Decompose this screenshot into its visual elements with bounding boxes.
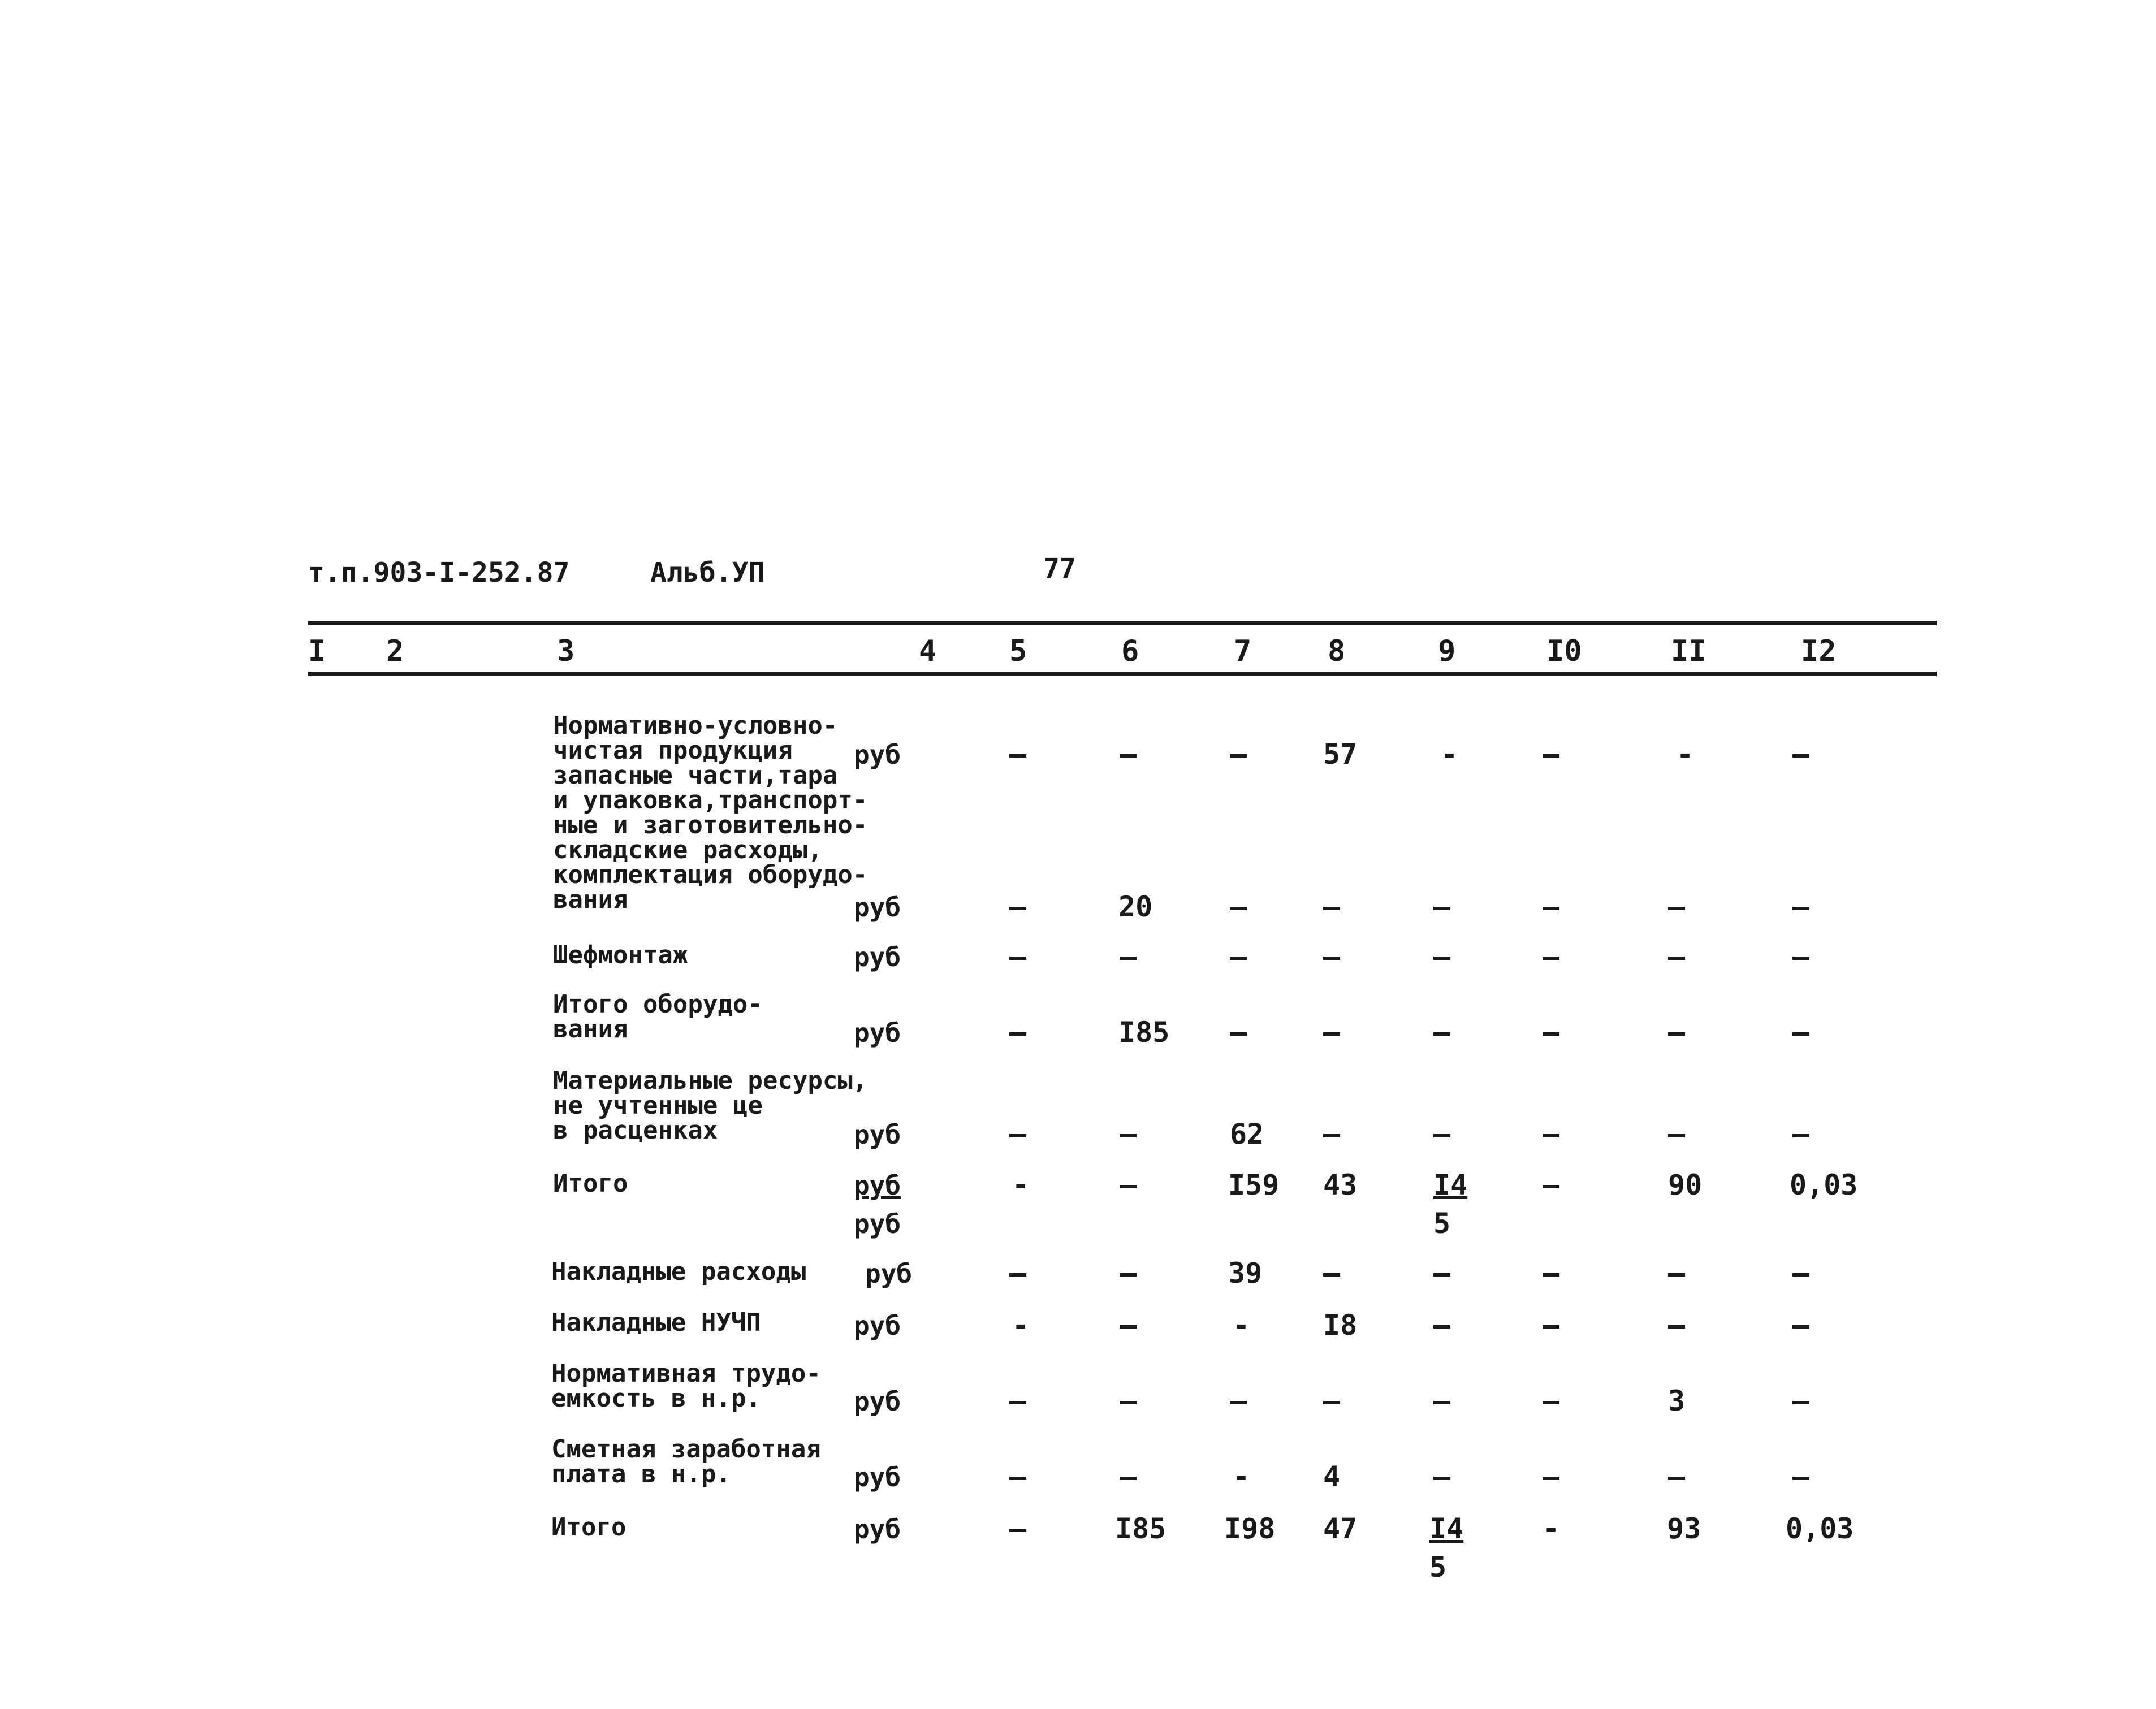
row-description: Нормативная трудо- емкость в н.р. bbox=[551, 1359, 821, 1413]
header-rule-bottom bbox=[308, 672, 1937, 676]
row-unit: руб bbox=[854, 1310, 901, 1341]
cell: 5 bbox=[1433, 1207, 1451, 1240]
cell: 3 bbox=[1668, 1384, 1686, 1417]
cell: - bbox=[1543, 1512, 1560, 1545]
cell: – bbox=[1323, 890, 1341, 923]
row-unit: руб bbox=[854, 1514, 901, 1544]
cell: – bbox=[1120, 1257, 1137, 1290]
row-unit: руб bbox=[854, 1170, 901, 1201]
cell: – bbox=[1543, 940, 1560, 973]
cell: – bbox=[1543, 1384, 1560, 1417]
cell: – bbox=[1792, 1384, 1810, 1417]
cell: 43 bbox=[1323, 1169, 1358, 1201]
column-number: I0 bbox=[1546, 634, 1582, 668]
cell: – bbox=[1120, 1384, 1137, 1417]
cell: – bbox=[1009, 738, 1027, 771]
row-unit: руб bbox=[854, 1119, 901, 1150]
cell: – bbox=[1543, 738, 1560, 771]
cell: – bbox=[1543, 1460, 1560, 1493]
cell: – bbox=[1230, 1016, 1247, 1049]
cell: 4 bbox=[1323, 1460, 1341, 1493]
cell: – bbox=[1433, 1257, 1451, 1290]
cell: – bbox=[1668, 940, 1686, 973]
cell: – bbox=[1433, 1384, 1451, 1417]
column-number: 2 bbox=[386, 634, 404, 668]
cell: I98 bbox=[1224, 1512, 1276, 1545]
cell: – bbox=[1433, 890, 1451, 923]
cell: 93 bbox=[1667, 1512, 1701, 1545]
cell: – bbox=[1792, 1460, 1810, 1493]
cell: I8 bbox=[1323, 1309, 1358, 1342]
row-description: Накладные НУЧП bbox=[551, 1308, 761, 1337]
cell: – bbox=[1323, 1016, 1341, 1049]
cell: 20 bbox=[1118, 890, 1153, 923]
cell: – bbox=[1543, 1118, 1560, 1150]
cell: - bbox=[1233, 1460, 1250, 1493]
cell: – bbox=[1543, 1016, 1560, 1049]
row-unit: руб bbox=[865, 1258, 913, 1289]
row-unit: руб bbox=[854, 942, 901, 972]
cell: – bbox=[1668, 1460, 1686, 1493]
cell: – bbox=[1543, 1169, 1560, 1201]
cell: – bbox=[1792, 1309, 1810, 1342]
cell: – bbox=[1792, 940, 1810, 973]
cell: – bbox=[1009, 1118, 1027, 1150]
cell: - bbox=[1677, 738, 1694, 771]
cell: – bbox=[1433, 940, 1451, 973]
cell: – bbox=[1009, 940, 1027, 973]
cell: - bbox=[1441, 738, 1458, 771]
row-description: Итого bbox=[553, 1169, 628, 1198]
cell: – bbox=[1543, 1309, 1560, 1342]
cell: - bbox=[1012, 1169, 1030, 1201]
cell: – bbox=[1120, 1169, 1137, 1201]
cell: 90 bbox=[1668, 1169, 1703, 1201]
row-description: Итого оборудо- вания bbox=[553, 990, 763, 1044]
cell: – bbox=[1792, 1016, 1810, 1049]
cell: – bbox=[1009, 1257, 1027, 1290]
cell: 62 bbox=[1230, 1118, 1264, 1150]
row-description: Сметная заработная плата в н.р. bbox=[551, 1435, 821, 1489]
cell: – bbox=[1668, 1257, 1686, 1290]
cell: – bbox=[1668, 1118, 1686, 1150]
cell: 39 bbox=[1228, 1257, 1263, 1290]
cell: – bbox=[1543, 1257, 1560, 1290]
row-unit: руб bbox=[854, 892, 901, 923]
cell: - bbox=[1012, 1309, 1030, 1342]
cell: I4 bbox=[1433, 1169, 1468, 1201]
cell: - bbox=[1233, 1309, 1250, 1342]
cell: – bbox=[1120, 1309, 1137, 1342]
row-description: Материальные ресурсы, не учтенные це в расценках bbox=[553, 1066, 868, 1145]
cell: – bbox=[1230, 1384, 1247, 1417]
cell: – bbox=[1543, 890, 1560, 923]
cell: 0,03 bbox=[1786, 1512, 1854, 1545]
cell: 57 bbox=[1323, 738, 1358, 771]
header-rule-top bbox=[308, 621, 1937, 625]
row-unit: руб bbox=[854, 1018, 901, 1048]
cell: – bbox=[1230, 738, 1247, 771]
cell: – bbox=[1668, 890, 1686, 923]
cell: – bbox=[1009, 1384, 1027, 1417]
cell: – bbox=[1668, 1016, 1686, 1049]
column-number: 3 bbox=[557, 634, 575, 668]
row-unit: руб bbox=[854, 1209, 901, 1239]
cell: I85 bbox=[1118, 1016, 1170, 1049]
column-number: 4 bbox=[919, 634, 937, 668]
cell: – bbox=[1433, 1118, 1451, 1150]
cell: – bbox=[1120, 1460, 1137, 1493]
page-number: 77 bbox=[1043, 553, 1076, 585]
cell: – bbox=[1792, 890, 1810, 923]
row-description: Шефмонтаж bbox=[553, 941, 688, 970]
cell: – bbox=[1009, 1512, 1027, 1545]
cell: I85 bbox=[1115, 1512, 1166, 1545]
column-number: II bbox=[1671, 634, 1706, 668]
document-code: т.п.903-I-252.87 bbox=[308, 557, 570, 589]
cell: – bbox=[1120, 940, 1137, 973]
cell: – bbox=[1792, 738, 1810, 771]
cell: – bbox=[1120, 1118, 1137, 1150]
column-number: 7 bbox=[1234, 634, 1252, 668]
cell: – bbox=[1323, 940, 1341, 973]
row-unit: руб bbox=[854, 1462, 901, 1492]
cell: – bbox=[1230, 890, 1247, 923]
cell: – bbox=[1009, 890, 1027, 923]
cell: – bbox=[1433, 1309, 1451, 1342]
column-number: 9 bbox=[1438, 634, 1456, 668]
cell: – bbox=[1009, 1016, 1027, 1049]
row-description: Нормативно-условно- чистая продукция запасные части,тара и упаковка,транспорт- ные и заготовительно- складские расходы, комплектация оборудо- вания bbox=[553, 711, 868, 914]
cell: – bbox=[1323, 1118, 1341, 1150]
row-unit: руб bbox=[854, 1386, 901, 1417]
cell: 47 bbox=[1323, 1512, 1358, 1545]
cell: – bbox=[1792, 1257, 1810, 1290]
cell: I4 bbox=[1429, 1512, 1464, 1545]
column-number: I2 bbox=[1801, 634, 1837, 668]
column-number: 5 bbox=[1009, 634, 1027, 668]
cell: – bbox=[1120, 738, 1137, 771]
cell: – bbox=[1323, 1257, 1341, 1290]
column-number: 8 bbox=[1328, 634, 1346, 668]
cell: – bbox=[1792, 1118, 1810, 1150]
cell: – bbox=[1668, 1309, 1686, 1342]
cell: – bbox=[1009, 1460, 1027, 1493]
cell: – bbox=[1323, 1384, 1341, 1417]
cell: – bbox=[1230, 940, 1247, 973]
row-unit: руб bbox=[854, 739, 901, 770]
cell: – bbox=[1433, 1016, 1451, 1049]
cell: – bbox=[1433, 1460, 1451, 1493]
column-number: 6 bbox=[1121, 634, 1139, 668]
cell: 5 bbox=[1429, 1551, 1447, 1583]
row-description: Накладные расходы bbox=[551, 1257, 806, 1286]
album-label: Альб.УП bbox=[650, 557, 765, 589]
row-description: Итого bbox=[551, 1513, 627, 1542]
cell: 0,03 bbox=[1790, 1169, 1858, 1201]
column-number: I bbox=[308, 634, 326, 668]
cell: I59 bbox=[1228, 1169, 1280, 1201]
